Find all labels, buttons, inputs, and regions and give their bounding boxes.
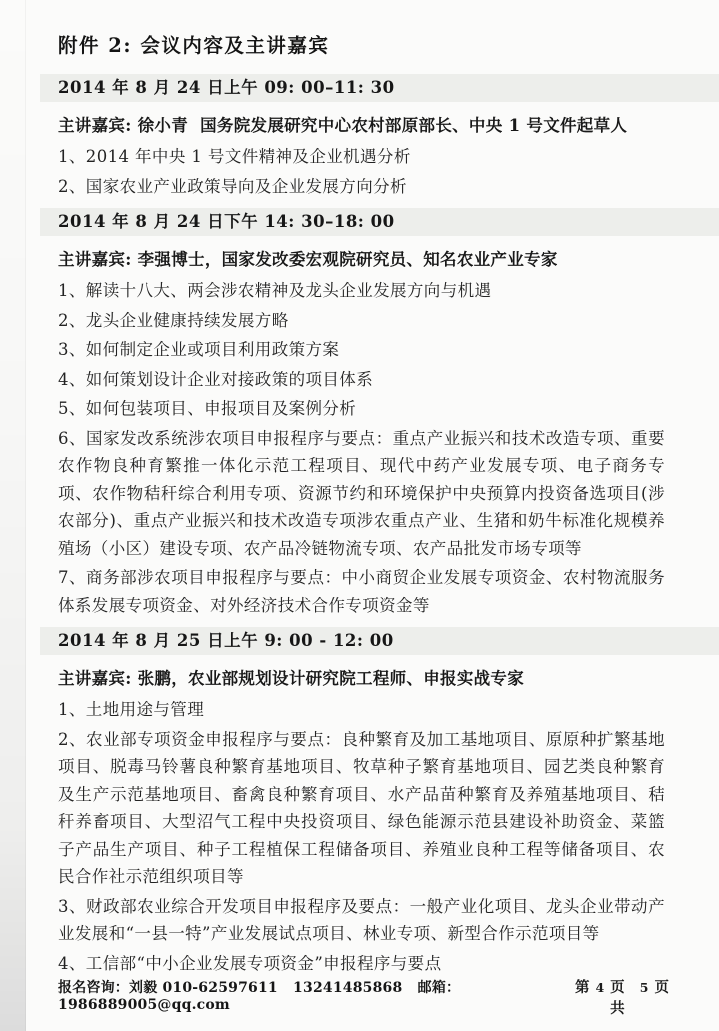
agenda-item: 3、如何制定企业或项目利用政策方案: [58, 340, 340, 359]
agenda-item: 1、土地用途与管理: [58, 700, 205, 719]
session-block-2: [58, 208, 665, 619]
session-time-band: [40, 627, 719, 655]
agenda-item: 4、如何策划设计企业对接政策的项目体系: [58, 369, 374, 389]
page-number: [575, 976, 669, 1018]
footer-contact: 报名咨询：刘毅 010-62597611 13241485868 邮箱：1986889005@qq.com: [58, 980, 461, 1013]
page-footer: [58, 976, 669, 1018]
session-speaker: 主讲嘉宾: 徐小青 国务院发展研究中心农村部原部长、中央 1 号文件起草人: [58, 116, 628, 135]
agenda-item: 7、商务部涉农项目申报程序与要点：中小商贸企业发展专项资金、农村物流服务体系发展专项资金、对外经济技术合作专项资金等: [58, 568, 665, 615]
session-time: 2014 年 8 月 24 日上午 09: 00–11: 30: [58, 78, 395, 97]
session-time: 2014 年 8 月 25 日上午 9: 00 - 12: 00: [58, 631, 394, 650]
session-block-1: [58, 74, 665, 200]
page-number-current: 4: [595, 980, 605, 995]
agenda-item: 2、农业部专项资金申报程序与要点：良种繁育及加工基地项目、原原种扩繁基地项目、脱毒马铃薯良种繁育基地项目、牧草种子繁育基地项目、园艺类良种繁育及生产示范基地项目、畜禽良种繁育项目、水产品苗种繁育及养殖基地项目、秸秆养畜项目、大型沼气工程中央投资项目、绿色能源示范县建设补助资金、菜篮子产品生产项目、种子工程植保工程储备项目、养殖业良种工程等储备项目、农民合作社示范组织项目等: [58, 729, 665, 886]
agenda-item: 4、工信部“中小企业发展专项资金”申报程序与要点: [58, 953, 442, 973]
session-time-band: [40, 74, 719, 102]
page-number-suffix: 页: [654, 979, 669, 996]
agenda-item: 2、国家农业产业政策导向及企业发展方向分析: [58, 176, 407, 196]
agenda-item: 5、如何包装项目、申报项目及案例分析: [58, 399, 357, 418]
page-number-prefix: 第: [574, 979, 590, 996]
document-title: 附件 2: 会议内容及主讲嘉宾: [58, 34, 330, 57]
agenda-item: 1、解读十八大、两会涉农精神及龙头企业发展方向与机遇: [58, 281, 492, 300]
session-time: 2014 年 8 月 24 日下午 14: 30–18: 00: [58, 212, 395, 231]
page-number-total: 5: [639, 980, 649, 995]
session-time-band: [40, 208, 719, 236]
agenda-item: 3、财政部农业综合开发项目申报程序及要点：一般产业化项目、龙头企业带动产业发展和“一县一特”产业发展试点项目、林业专项、新型合作示范项目等: [58, 896, 665, 943]
agenda-item: 2、龙头企业健康持续发展方略: [58, 310, 289, 330]
page-number-mid: 页 共: [610, 979, 625, 1017]
agenda-item: 1、2014 年中央 1 号文件精神及企业机遇分析: [58, 147, 411, 166]
session-speaker: 主讲嘉宾: 李强博士，国家发改委宏观院研究员、知名农业产业专家: [58, 250, 558, 269]
agenda-item: 6、国家发改系统涉农项目申报程序与要点：重点产业振兴和技术改造专项、重要农作物良种育繁推一体化示范工程项目、现代中药产业发展专项、电子商务专项、农作物秸秆综合利用专项、资源节约和环境保护中央预算内投资备选项目(涉农部分)、重点产业振兴和技术改造专项涉农重点产业、生猪和奶牛标准化规模养殖场（小区）建设专项、农产品冷链物流专项、农产品批发市场专项等: [58, 428, 665, 558]
session-block-3: [58, 627, 665, 977]
session-speaker: 主讲嘉宾: 张鹏，农业部规划设计研究院工程师、申报实战专家: [58, 669, 525, 688]
